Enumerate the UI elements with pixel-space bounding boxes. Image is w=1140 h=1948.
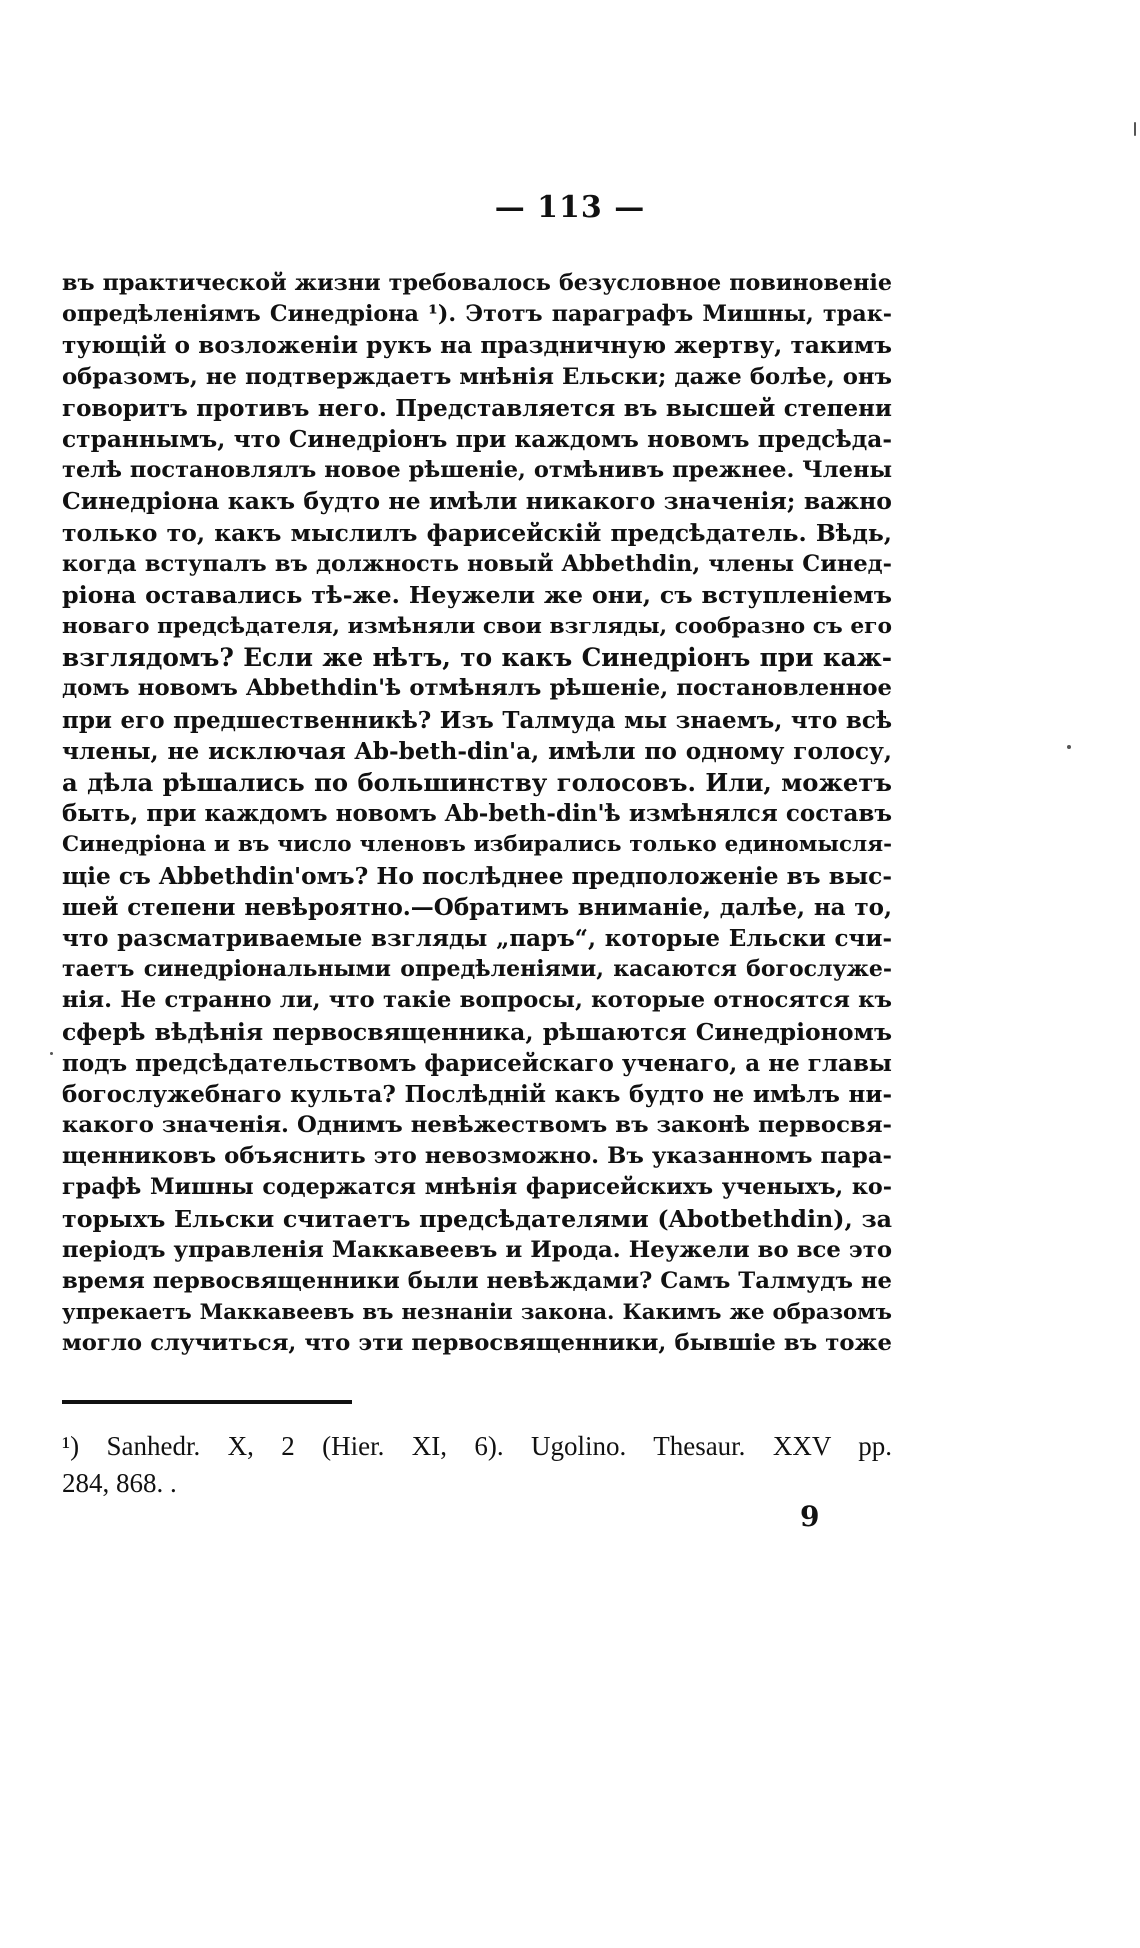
text-line: при его предшественникѣ? Изъ Талмуда мы знаемъ, что всѣ <box>62 706 892 734</box>
text-line: опредѣленіямъ Синедріона ¹). Этотъ параграфъ Мишны, трак- <box>62 301 892 328</box>
text-line: шей степени невѣроятно.—Обратимъ вниманіе, далѣе, на то, <box>62 893 892 921</box>
text-line: время первосвященники были невѣждами? Самъ Талмудъ не <box>62 1268 892 1294</box>
page-number: — 113 — <box>494 190 646 225</box>
text-line: подъ предсѣдательствомъ фарисейскаго ученаго, а не главы <box>62 1049 892 1077</box>
text-line: торыхъ Ельски считаетъ предсѣдателями (Abotbethdin), за <box>62 1204 892 1233</box>
text-line: взглядомъ? Если же нѣтъ, то какъ Синедріонъ при каж- <box>62 643 892 673</box>
text-line: страннымъ, что Синедріонъ при каждомъ новомъ предсѣда- <box>62 425 892 453</box>
text-line: образомъ, не подтверждаетъ мнѣнія Ельски; даже болѣе, онъ <box>62 363 892 390</box>
text-line: быть, при каждомъ новомъ Ab-beth-din'ѣ измѣнялся составъ <box>62 800 892 828</box>
text-line: домъ новомъ Abbethdin'ѣ отмѣнялъ рѣшеніе, постановленное <box>62 675 892 702</box>
text-line: члены, не исключая Ab-beth-din'a, имѣли по одному голосу, <box>62 737 892 765</box>
text-line: тующій о возложеніи рукъ на праздничную жертву, такимъ <box>62 332 892 360</box>
text-line: щіе съ Abbethdin'омъ? Но послѣднее предположеніе въ выс- <box>62 862 892 890</box>
text-line: какого значенія. Однимъ невѣжествомъ въ законѣ первосвя- <box>62 1112 892 1139</box>
text-line: Синедріона какъ будто не имѣли никакого значенія; важно <box>62 487 892 516</box>
text-line: упрекаетъ Маккавеевъ въ незнаніи закона. Какимъ же образомъ <box>62 1300 892 1326</box>
text-line: новаго предсѣдателя, измѣняли свои взгляды, сообразно съ его <box>62 614 892 640</box>
text-line: сферѣ вѣдѣнія первосвященника, рѣшаются Синедріономъ <box>62 1017 892 1046</box>
footnote-line: ¹) Sanhedr. X, 2 (Hier. XI, 6). Ugolino. Thesaur. XXV pp. <box>62 1431 892 1461</box>
text-line: что разсматриваемые взгляды „паръ“, которые Ельски счи- <box>62 924 892 952</box>
text-line: когда вступалъ въ должность новый Abbethdin, члены Синед- <box>62 550 892 577</box>
text-line: въ практической жизни требовалось безусловное повиновеніе <box>62 270 892 296</box>
text-line: а дѣла рѣшались по большинству голосовъ. Или, можетъ <box>62 768 892 797</box>
text-line: щенниковъ объяснить это невозможно. Въ указанномъ пара- <box>62 1143 892 1170</box>
scan-speck <box>50 1052 53 1055</box>
scan-speck <box>1067 745 1071 749</box>
signature-mark: 9 <box>800 1500 820 1533</box>
text-line: телѣ постановлялъ новое рѣшеніе, отмѣнивъ прежнее. Члены <box>62 457 892 484</box>
footnote <box>62 1428 892 1502</box>
text-line: говоритъ противъ него. Представляется въ высшей степени <box>62 394 892 422</box>
text-line: періодъ управленія Маккавеевъ и Ирода. Неужели во все это <box>62 1236 892 1263</box>
text-line: богослужебнаго культа? Послѣдній какъ будто не имѣлъ ни- <box>62 1080 892 1108</box>
text-line: могло случиться, что эти первосвященники, бывшіе въ тоже <box>62 1330 892 1357</box>
text-line: Синедріона и въ число членовъ избирались только единомысля- <box>62 832 892 858</box>
text-line: таетъ синедріональными опредѣленіями, касаются богослуже- <box>62 956 892 983</box>
footnote-rule <box>62 1400 352 1404</box>
scan-speck <box>1134 122 1136 136</box>
body-text <box>62 268 892 1360</box>
text-line: ріона оставались тѣ-же. Неужели же они, съ вступленіемъ <box>62 580 892 609</box>
footnote-line: 284, 868. . <box>62 1468 177 1498</box>
text-line: только то, какъ мыслилъ фарисейскій предсѣдатель. Вѣдь, <box>62 518 892 547</box>
text-line: графѣ Мишны содержатся мнѣнія фарисейскихъ ученыхъ, ко- <box>62 1174 892 1201</box>
text-line: нія. Не странно ли, что такіе вопросы, которые относятся къ <box>62 987 892 1014</box>
